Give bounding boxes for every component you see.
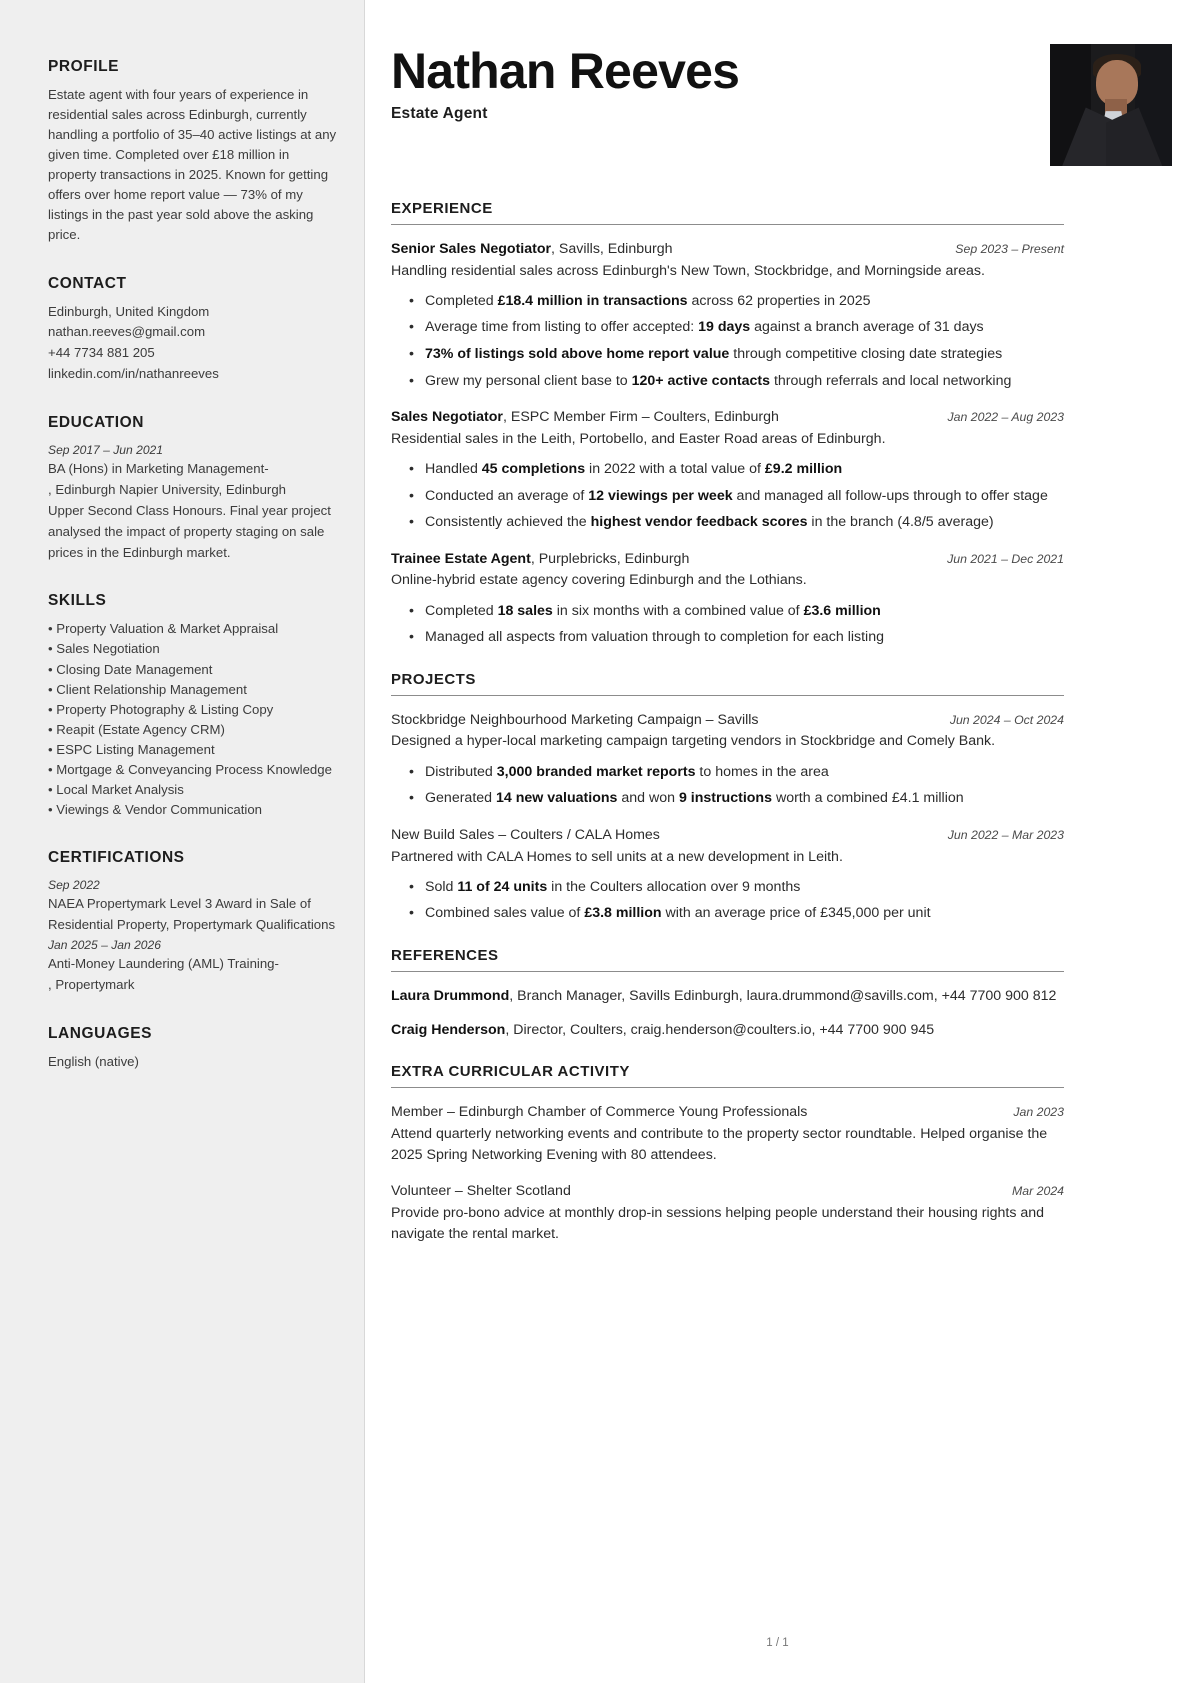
entry	[391, 239, 1064, 392]
entry-subtitle: Designed a hyper-local marketing campaign targeting vendors in Stockbridge and Comely Bank.	[391, 733, 996, 750]
extra-curricular-entries	[391, 1102, 1064, 1245]
references-section	[391, 947, 1064, 1041]
sidebar	[0, 0, 365, 1683]
skill-item: • Property Photography & Listing Copy	[48, 701, 274, 717]
entry	[391, 1102, 1064, 1166]
contact-section	[48, 275, 338, 385]
page-footer: 1 / 1	[766, 1637, 789, 1649]
entry-bullet-list	[391, 601, 1064, 649]
education-item	[48, 441, 338, 563]
contact-linkedin[interactable]: linkedin.com/in/nathanreeves	[48, 366, 219, 382]
skill-label: Local Market Analysis	[56, 781, 184, 797]
skills-section	[48, 592, 338, 820]
contact-email[interactable]: nathan.reeves@gmail.com	[48, 324, 206, 340]
bullet-item: • Handled 45 completions in 2022 with a total value of £9.2 million	[391, 459, 1064, 481]
entry-subtitle: Attend quarterly networking events and contribute to the property sector roundtable. Helped organise the 2025 Spring Networking Evening with 80 attendees.	[391, 1125, 1048, 1164]
skill-label: ESPC Listing Management	[56, 741, 215, 757]
profile-heading: PROFILE	[48, 58, 120, 75]
skill-label: Client Relationship Management	[56, 681, 247, 697]
certification-item	[48, 936, 338, 996]
entry-date: Jun 2024 – Oct 2024	[949, 712, 1064, 727]
certification-title: NAEA Propertymark Level 3 Award in Sale of Residential Property, Propertymark Qualifications	[48, 896, 336, 932]
extra-curricular-heading: EXTRA CURRICULAR ACTIVITY	[391, 1063, 630, 1081]
education-degree: BA (Hons) in Marketing Management-	[48, 461, 269, 477]
experience-entries	[391, 239, 1064, 649]
entry-header	[391, 1102, 1064, 1123]
certification-title: Anti-Money Laundering (AML) Training-	[48, 956, 279, 971]
entry-header	[391, 549, 1064, 570]
bullet-item: • Managed all aspects from valuation through to completion for each listing	[391, 627, 1064, 649]
entry-bullet-list	[391, 291, 1064, 392]
skill-label: Viewings & Vendor Communication	[56, 801, 263, 817]
entry-bullet-list	[391, 459, 1064, 534]
language-item: English (native)	[48, 1053, 139, 1069]
skill-label: Property Valuation & Market Appraisal	[56, 621, 279, 637]
experience-heading: EXPERIENCE	[391, 200, 493, 217]
bullet-item: • Sold 11 of 24 units in the Coulters allocation over 9 months	[391, 877, 1064, 899]
certification-issuer: , Propertymark	[48, 976, 135, 992]
certification-date: Jan 2025 – Jan 2026	[48, 937, 161, 952]
entry-title: Senior Sales Negotiator, Savills, Edinburgh	[391, 241, 673, 257]
skill-label: Closing Date Management	[56, 661, 213, 677]
skill-item: • Sales Negotiation	[48, 641, 160, 657]
bullet-item: • Conducted an average of 12 viewings per week and managed all follow-ups through to offer stage	[391, 486, 1064, 508]
references-heading: REFERENCES	[391, 946, 499, 964]
avatar	[1050, 44, 1172, 166]
references-entries	[391, 986, 1064, 1041]
extra-curricular-section	[391, 1063, 1064, 1245]
entry-header	[391, 825, 1064, 846]
entry-header	[391, 407, 1064, 428]
entry-header	[391, 1181, 1064, 1202]
experience-section	[391, 200, 1064, 649]
entry-date: Jan 2022 – Aug 2023	[947, 410, 1064, 425]
education-school: , Edinburgh Napier University, Edinburgh	[48, 481, 286, 497]
entry-date: Jun 2021 – Dec 2021	[947, 551, 1064, 566]
entry-title: New Build Sales – Coulters / CALA Homes	[391, 826, 660, 843]
entry-date: Jan 2023	[1013, 1105, 1064, 1120]
entry-subtitle: Residential sales in the Leith, Portobello, and Easter Road areas of Edinburgh.	[391, 430, 886, 447]
projects-section	[391, 671, 1064, 925]
skill-label: Reapit (Estate Agency CRM)	[56, 721, 225, 737]
certifications-section	[48, 849, 338, 996]
header	[391, 44, 1064, 166]
section-divider	[391, 224, 1064, 225]
bullet-item: • Average time from listing to offer accepted: 19 days against a branch average of 31 days	[391, 317, 1064, 339]
entry	[391, 549, 1064, 649]
entry-header	[391, 239, 1064, 260]
entry	[391, 407, 1064, 534]
education-heading: EDUCATION	[48, 413, 144, 431]
certification-item	[48, 876, 338, 936]
projects-heading: PROJECTS	[391, 670, 476, 688]
entry-title: Volunteer – Shelter Scotland	[391, 1183, 571, 1200]
entry-bullet-list	[391, 877, 1064, 925]
profile-text: Estate agent with four years of experience in residential sales across Edinburgh, currently handling a portfolio of 35–40 active listings at any given time. Completed over £18 million in property transactions in 2025. Known for getting offers over home report value — 73% of my listings in the past year sold above the asking price.	[48, 87, 337, 243]
bullet-item: • Distributed 3,000 branded market reports to homes in the area	[391, 762, 1064, 784]
entry-title: Sales Negotiator, ESPC Member Firm – Coulters, Edinburgh	[391, 409, 779, 426]
reference-item: Craig Henderson, Director, Coulters, craig.henderson@coulters.io, +44 7700 900 945	[391, 1021, 935, 1038]
languages-section	[48, 1025, 338, 1073]
projects-entries	[391, 710, 1064, 925]
profile-section	[48, 58, 338, 246]
bullet-item: • Grew my personal client base to 120+ active contacts through referrals and local networking	[391, 371, 1064, 393]
section-divider	[391, 971, 1064, 972]
entry-date: Mar 2024	[1012, 1184, 1064, 1199]
education-date: Sep 2017 – Jun 2021	[48, 442, 163, 457]
section-divider	[391, 1087, 1064, 1088]
contact-heading: CONTACT	[48, 274, 127, 292]
bullet-item: • Combined sales value of £3.8 million with an average price of £345,000 per unit	[391, 903, 1064, 925]
reference-item: Laura Drummond, Branch Manager, Savills Edinburgh, laura.drummond@savills.com, +44 7700 900 812	[391, 987, 1057, 1004]
entry-header	[391, 710, 1064, 731]
header-text	[391, 44, 739, 123]
skill-item: • Property Valuation & Market Appraisal	[48, 621, 279, 637]
languages-heading: LANGUAGES	[48, 1024, 152, 1042]
skill-item: • Closing Date Management	[48, 661, 213, 677]
skill-item: • Local Market Analysis	[48, 781, 184, 797]
skill-label: Mortgage & Conveyancing Process Knowledge	[56, 761, 332, 777]
certifications-heading: CERTIFICATIONS	[48, 849, 185, 866]
entry-title: Trainee Estate Agent, Purplebricks, Edinburgh	[391, 550, 690, 567]
page-title: Nathan Reeves	[391, 43, 740, 99]
skill-label: Property Photography & Listing Copy	[56, 701, 274, 717]
skill-item: • Viewings & Vendor Communication	[48, 801, 263, 817]
entry-bullet-list	[391, 762, 1064, 810]
entry-date: Sep 2023 – Present	[955, 242, 1064, 256]
bullet-item: • Completed 18 sales in six months with a combined value of £3.6 million	[391, 601, 1064, 623]
bullet-item: • Consistently achieved the highest vendor feedback scores in the branch (4.8/5 average)	[391, 512, 1064, 534]
job-role: Estate Agent	[391, 105, 488, 122]
education-section	[48, 414, 338, 563]
skill-item: • Client Relationship Management	[48, 681, 247, 697]
entry-date: Jun 2022 – Mar 2023	[947, 827, 1064, 842]
entry-title: Member – Edinburgh Chamber of Commerce Young Professionals	[391, 1104, 808, 1121]
main-column	[365, 0, 1190, 1683]
entry-subtitle: Partnered with CALA Homes to sell units at a new development in Leith.	[391, 848, 843, 865]
entry	[391, 710, 1064, 810]
education-detail: Upper Second Class Honours. Final year project analysed the impact of property staging on sale prices in the Edinburgh market.	[48, 502, 331, 560]
certification-date: Sep 2022	[48, 878, 100, 892]
contact-phone[interactable]: +44 7734 881 205	[48, 345, 155, 361]
skills-heading: SKILLS	[48, 592, 107, 610]
bullet-item: • Generated 14 new valuations and won 9 instructions worth a combined £4.1 million	[391, 788, 1064, 810]
entry	[391, 825, 1064, 925]
skill-label: Sales Negotiation	[56, 641, 160, 657]
skill-item: • Reapit (Estate Agency CRM)	[48, 721, 225, 737]
bullet-item: • 73% of listings sold above home report value through competitive closing date strategies	[391, 344, 1064, 366]
skill-item: • ESPC Listing Management	[48, 741, 215, 757]
entry	[391, 1181, 1064, 1245]
bullet-item: • Completed £18.4 million in transactions across 62 properties in 2025	[391, 291, 1064, 313]
skill-item: • Mortgage & Conveyancing Process Knowledge	[48, 761, 332, 777]
entry-subtitle: Online-hybrid estate agency covering Edinburgh and the Lothians.	[391, 572, 807, 589]
entry-subtitle: Handling residential sales across Edinburgh's New Town, Stockbridge, and Morningside areas.	[391, 262, 985, 279]
section-divider	[391, 695, 1064, 696]
contact-location: Edinburgh, United Kingdom	[48, 303, 210, 319]
entry-subtitle: Provide pro-bono advice at monthly drop-in sessions helping people understand their housing rights and navigate the rental market.	[391, 1204, 1045, 1243]
entry-title: Stockbridge Neighbourhood Marketing Campaign – Savills	[391, 711, 759, 728]
